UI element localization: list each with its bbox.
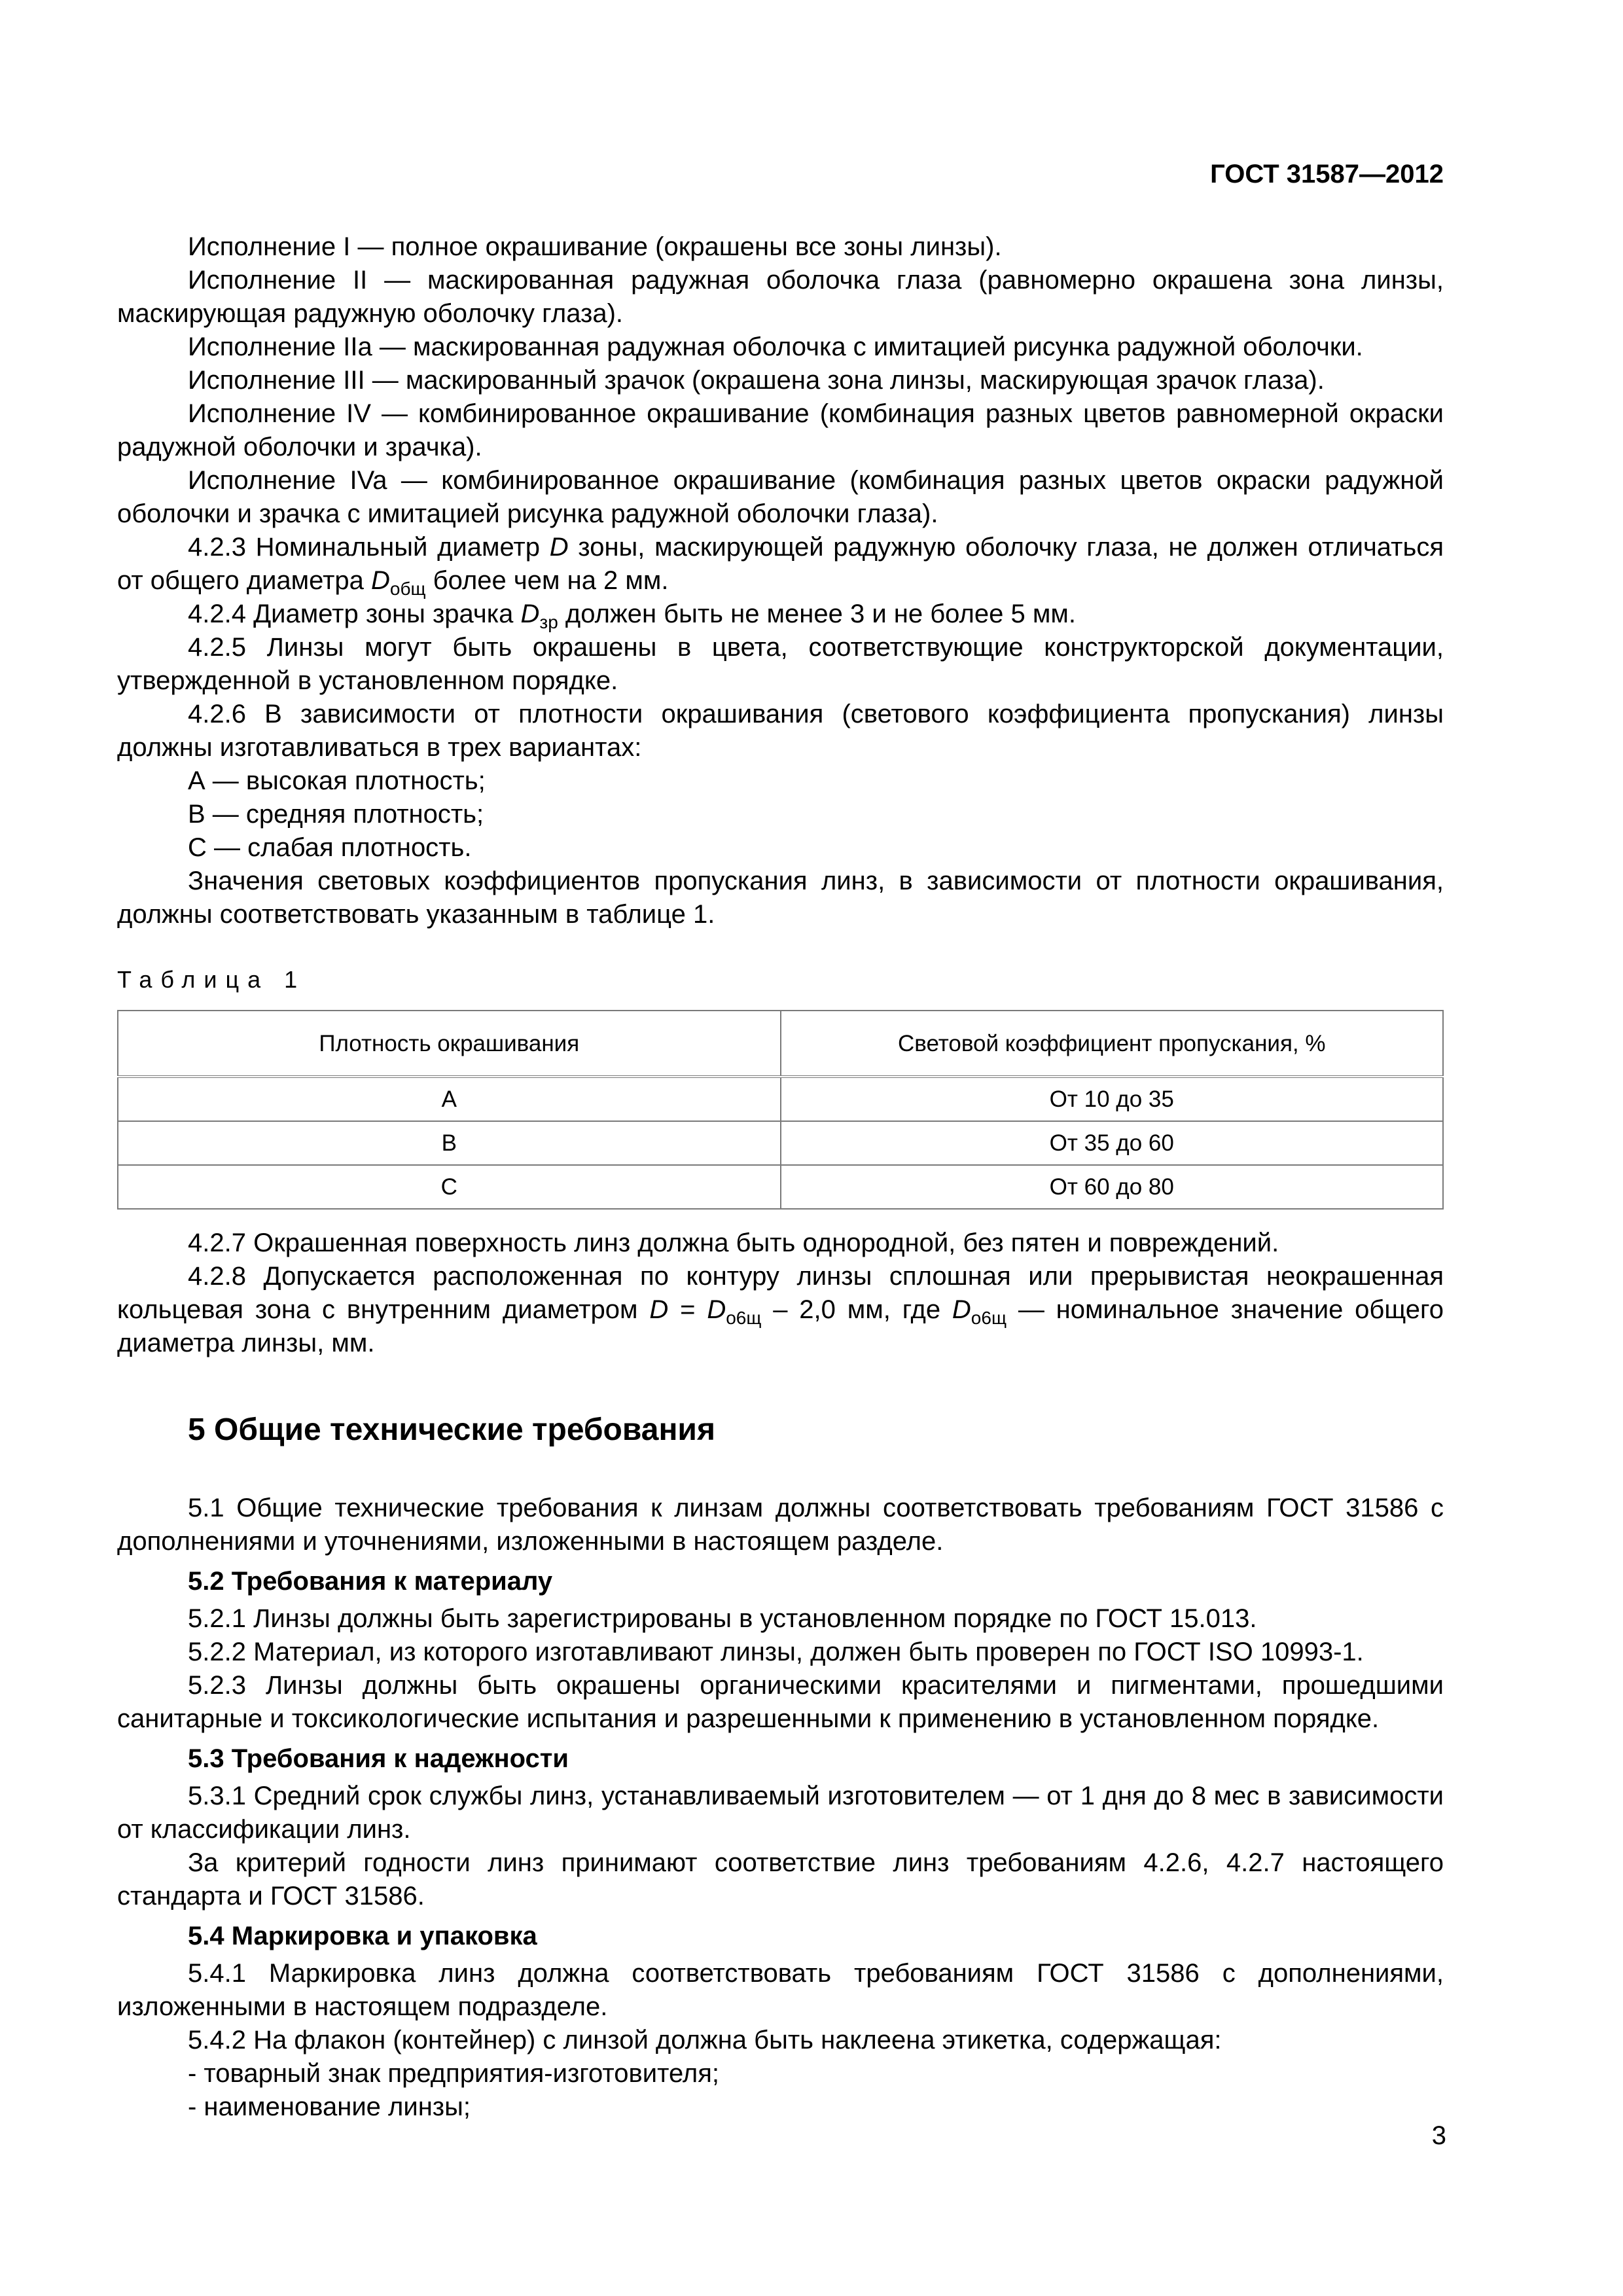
- paragraph-4-2-6: 4.2.6 В зависимости от плотности окрашивания (светового коэффициента пропускания) линзы должны изготавливаться в трех вариантах:: [117, 700, 1444, 762]
- table-header-density: Плотность окрашивания: [118, 1011, 781, 1077]
- paragraph: Исполнение II — маскированная радужная оболочка глаза (равномерно окрашена зона линзы, маскирующая радужную оболочку глаза).: [117, 266, 1444, 328]
- paragraph-4-2-8: 4.2.8 Допускается расположенная по контуру линзы сплошная или прерывистая неокрашенная кольцевая зона с внутренним диаметром $D = D_{o6щ} - 2,0$ мм, где $D_{o6щ}$ — номинальное значение общего диаметра линзы, мм.: [117, 1262, 1444, 1357]
- table-row: [118, 1121, 1443, 1165]
- list-item: - наименование линзы;: [188, 2092, 471, 2121]
- table-cell-value: От 35 до 60: [781, 1121, 1444, 1165]
- table-caption: Таблица 1: [117, 966, 306, 993]
- list-item: - товарный знак предприятия-изготовителя;: [188, 2059, 719, 2088]
- paragraph: Исполнение I — полное окрашивание (окрашены все зоны линзы).: [188, 232, 1002, 261]
- table-cell-value: От 60 до 80: [781, 1165, 1444, 1209]
- standard-number: ГОСТ 31587—2012: [1210, 160, 1444, 188]
- paragraph-5-4-1: 5.4.1 Маркировка линз должна соответствовать требованиям ГОСТ 31586 с дополнениями, изложенными в настоящем подразделе.: [117, 1959, 1444, 2021]
- paragraph: Исполнение IVa — комбинированное окрашивание (комбинация разных цветов окраски радужной оболочки и зрачка с имитацией рисунка радужной оболочки глаза).: [117, 466, 1444, 528]
- table-cell-grade: В: [118, 1121, 781, 1165]
- paragraph-4-2-7: 4.2.7 Окрашенная поверхность линз должна быть однородной, без пятен и повреждений.: [188, 1229, 1279, 1257]
- table-cell-grade: А: [118, 1077, 781, 1121]
- paragraph-criterion: За критерий годности линз принимают соответствие линз требованиям 4.2.6, 4.2.7 настоящего стандарта и ГОСТ 31586.: [117, 1848, 1444, 1910]
- paragraph-5-2-3: 5.2.3 Линзы должны быть окрашены органическими красителями и пигментами, прошедшими санитарные и токсикологические испытания и разрешенными к применению в установленном порядке.: [117, 1671, 1444, 1733]
- paragraph: Исполнение IV — комбинированное окрашивание (комбинация разных цветов равномерной окраски радужной оболочки и зрачка).: [117, 399, 1444, 461]
- section-5-heading: 5 Общие технические требования: [188, 1412, 715, 1447]
- paragraph-4-2-4: 4.2.4 Диаметр зоны зрачка $D_{зр}$ должен быть не менее 3 и не более 5 мм.: [188, 600, 1076, 632]
- paragraph-5-4-2: 5.4.2 На флакон (контейнер) с линзой должна быть наклеена этикетка, содержащая:: [188, 2026, 1222, 2054]
- subsection-5-3-heading: 5.3 Требования к надежности: [188, 1744, 569, 1773]
- body-text: [117, 230, 1444, 2124]
- paragraph: Исполнение IIa — маскированная радужная оболочка с имитацией рисунка радужной оболочки.: [188, 332, 1363, 361]
- variant-item: А — высокая плотность;: [188, 766, 486, 795]
- paragraph: Значения световых коэффициентов пропускания линз, в зависимости от плотности окрашивания, должны соответствовать указанным в таблице 1.: [117, 867, 1444, 929]
- table-header-transmission: Световой коэффициент пропускания, %: [781, 1011, 1444, 1077]
- variant-item: В — средняя плотность;: [188, 800, 484, 829]
- table-row: [118, 1077, 1443, 1121]
- paragraph-5-2-2: 5.2.2 Материал, из которого изготавливают линзы, должен быть проверен по ГОСТ ISO 10993-1.: [188, 1638, 1364, 1666]
- paragraph-4-2-5: 4.2.5 Линзы могут быть окрашены в цвета, соответствующие конструкторской документации, утвержденной в установленном порядке.: [117, 633, 1444, 695]
- paragraph: Исполнение III — маскированный зрачок (окрашена зона линзы, маскирующая зрачок глаза).: [188, 366, 1325, 395]
- paragraph-4-2-3: 4.2.3 Номинальный диаметр D зоны, маскирующей радужную оболочку глаза, не должен отличаться от общего диаметра $D_{общ}$ более чем на 2 мм.: [117, 533, 1444, 599]
- table-1: [117, 1010, 1444, 1210]
- subsection-5-4-heading: 5.4 Маркировка и упаковка: [188, 1922, 537, 1950]
- paragraph-5-2-1: 5.2.1 Линзы должны быть зарегистрированы в установленном порядке по ГОСТ 15.013.: [188, 1604, 1257, 1633]
- subsection-5-2-heading: 5.2 Требования к материалу: [188, 1567, 553, 1596]
- variant-item: С — слабая плотность.: [188, 833, 472, 862]
- table-row: [118, 1165, 1443, 1209]
- table-cell-grade: С: [118, 1165, 781, 1209]
- page-number: 3: [1431, 2121, 1446, 2150]
- paragraph-5-3-1: 5.3.1 Средний срок службы линз, устанавливаемый изготовителем — от 1 дня до 8 мес в зависимости от классификации линз.: [117, 1782, 1444, 1844]
- paragraph-5-1: 5.1 Общие технические требования к линзам должны соответствовать требованиям ГОСТ 31586 с дополнениями и уточнениями, изложенными в настоящем разделе.: [117, 1494, 1444, 1556]
- table-cell-value: От 10 до 35: [781, 1077, 1444, 1121]
